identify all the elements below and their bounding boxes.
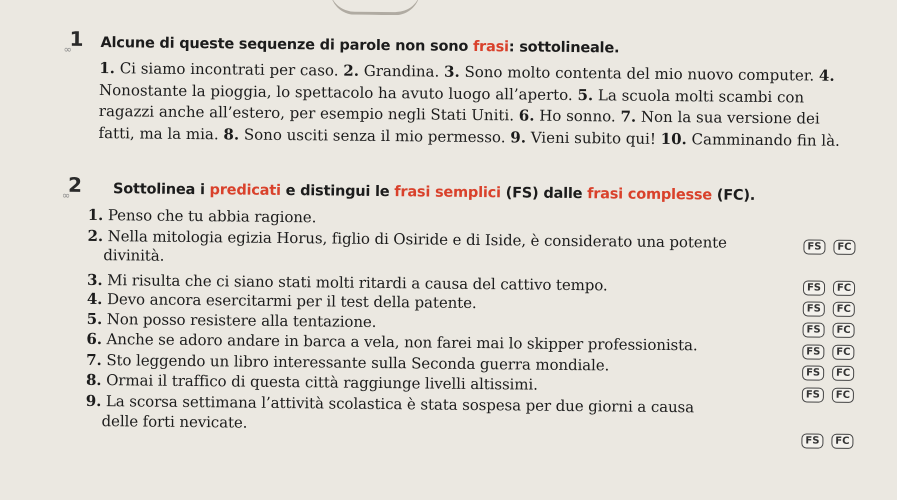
exercise-2-heading: Sottolinea i predicati e distingui le frasi semplici (FS) dalle frasi complesse (FC). [112,181,756,204]
item-3-choices [803,280,855,296]
fc-choice[interactable]: FC [833,281,855,296]
exercise-2-item-2: 2. Nella mitologia egizia Horus, figlio di Osiride e di Iside, è considerato una potente [87,226,727,252]
exercise-2-item-9: 9. La scorsa settimana l’attività scolastica è stata sospesa per due giorni a causa [85,391,695,417]
fs-choice[interactable]: FS [803,239,825,254]
fc-choice[interactable]: FC [833,323,855,338]
fc-choice[interactable]: FC [833,240,855,255]
exercise-2-item-6: 6. Anche se adoro andare in barca a vela, non farei mai lo skipper professionista. [86,329,698,355]
item-4-choices [803,301,855,317]
fs-choice[interactable]: FS [801,433,823,448]
fc-choice[interactable]: FC [832,388,854,403]
item-5-choices [803,322,855,338]
item-2-choices [803,239,855,255]
exercise-2-item-5: 5. Non posso resistere alla tentazione. [86,309,377,331]
fs-choice[interactable]: FS [802,387,824,402]
fs-choice[interactable]: FS [803,301,825,316]
page-decoration [330,0,420,15]
item-9-choices [801,433,853,449]
exercise-2-item-7: 7. Sto leggendo un libro interessante sulla Seconda guerra mondiale. [86,350,610,375]
exercise-1-marker: ∞ [63,44,72,56]
fs-choice[interactable]: FS [802,365,824,380]
fc-choice[interactable]: FC [831,434,853,449]
exercise-2-item-4: 4. Devo ancora esercitarmi per il test della patente. [86,289,477,313]
exercise-2-number: 2 [67,172,83,197]
fs-choice[interactable]: FS [803,322,825,337]
exercise-1-paragraph: 1. Ci siamo incontrati per caso. 2. Grandina. 3. Sono molto contenta del mio nuovo computer. 4. Nonostante la pioggia, lo spettacolo ha avuto luogo all’aperto. 5. La scuola molti scambi con ragazzi anche all’estero, per esempio negli Stati Uniti. 6. Ho sonno. 7. Non la sua versione dei fatti, ma la mia. 8. Sono usciti senza il mio permesso. 9. Vieni subito qui! 10. Camminando fin là. [98,59,840,150]
exercise-2-item-3: 3. Mi risulta che ci siano stati molti ritardi a causa del cattivo tempo. [86,270,608,295]
exercise-1-number: 1 [69,26,84,51]
exercise-2-item-8: 8. Ormai il traffico di questa città raggiunge livelli altissimi. [85,370,538,394]
fc-choice[interactable]: FC [832,345,854,360]
fs-choice[interactable]: FS [803,280,825,295]
item-6-choices [802,344,854,360]
exercise-1-heading: Alcune di queste sequenze di parole non sono frasi: sottolineale. [100,35,620,57]
exercise-2-marker: ∞ [61,190,71,202]
item-7-choices [802,365,854,381]
fs-choice[interactable]: FS [802,344,824,359]
fc-choice[interactable]: FC [832,366,854,381]
fc-choice[interactable]: FC [833,302,855,317]
exercise-2-item-9-cont: delle forti nevicate. [101,412,248,432]
exercise-2-item-1: 1. Penso che tu abbia ragione. [87,205,317,227]
exercise-2-item-2-cont: divinità. [103,246,165,265]
item-8-choices [802,387,854,403]
